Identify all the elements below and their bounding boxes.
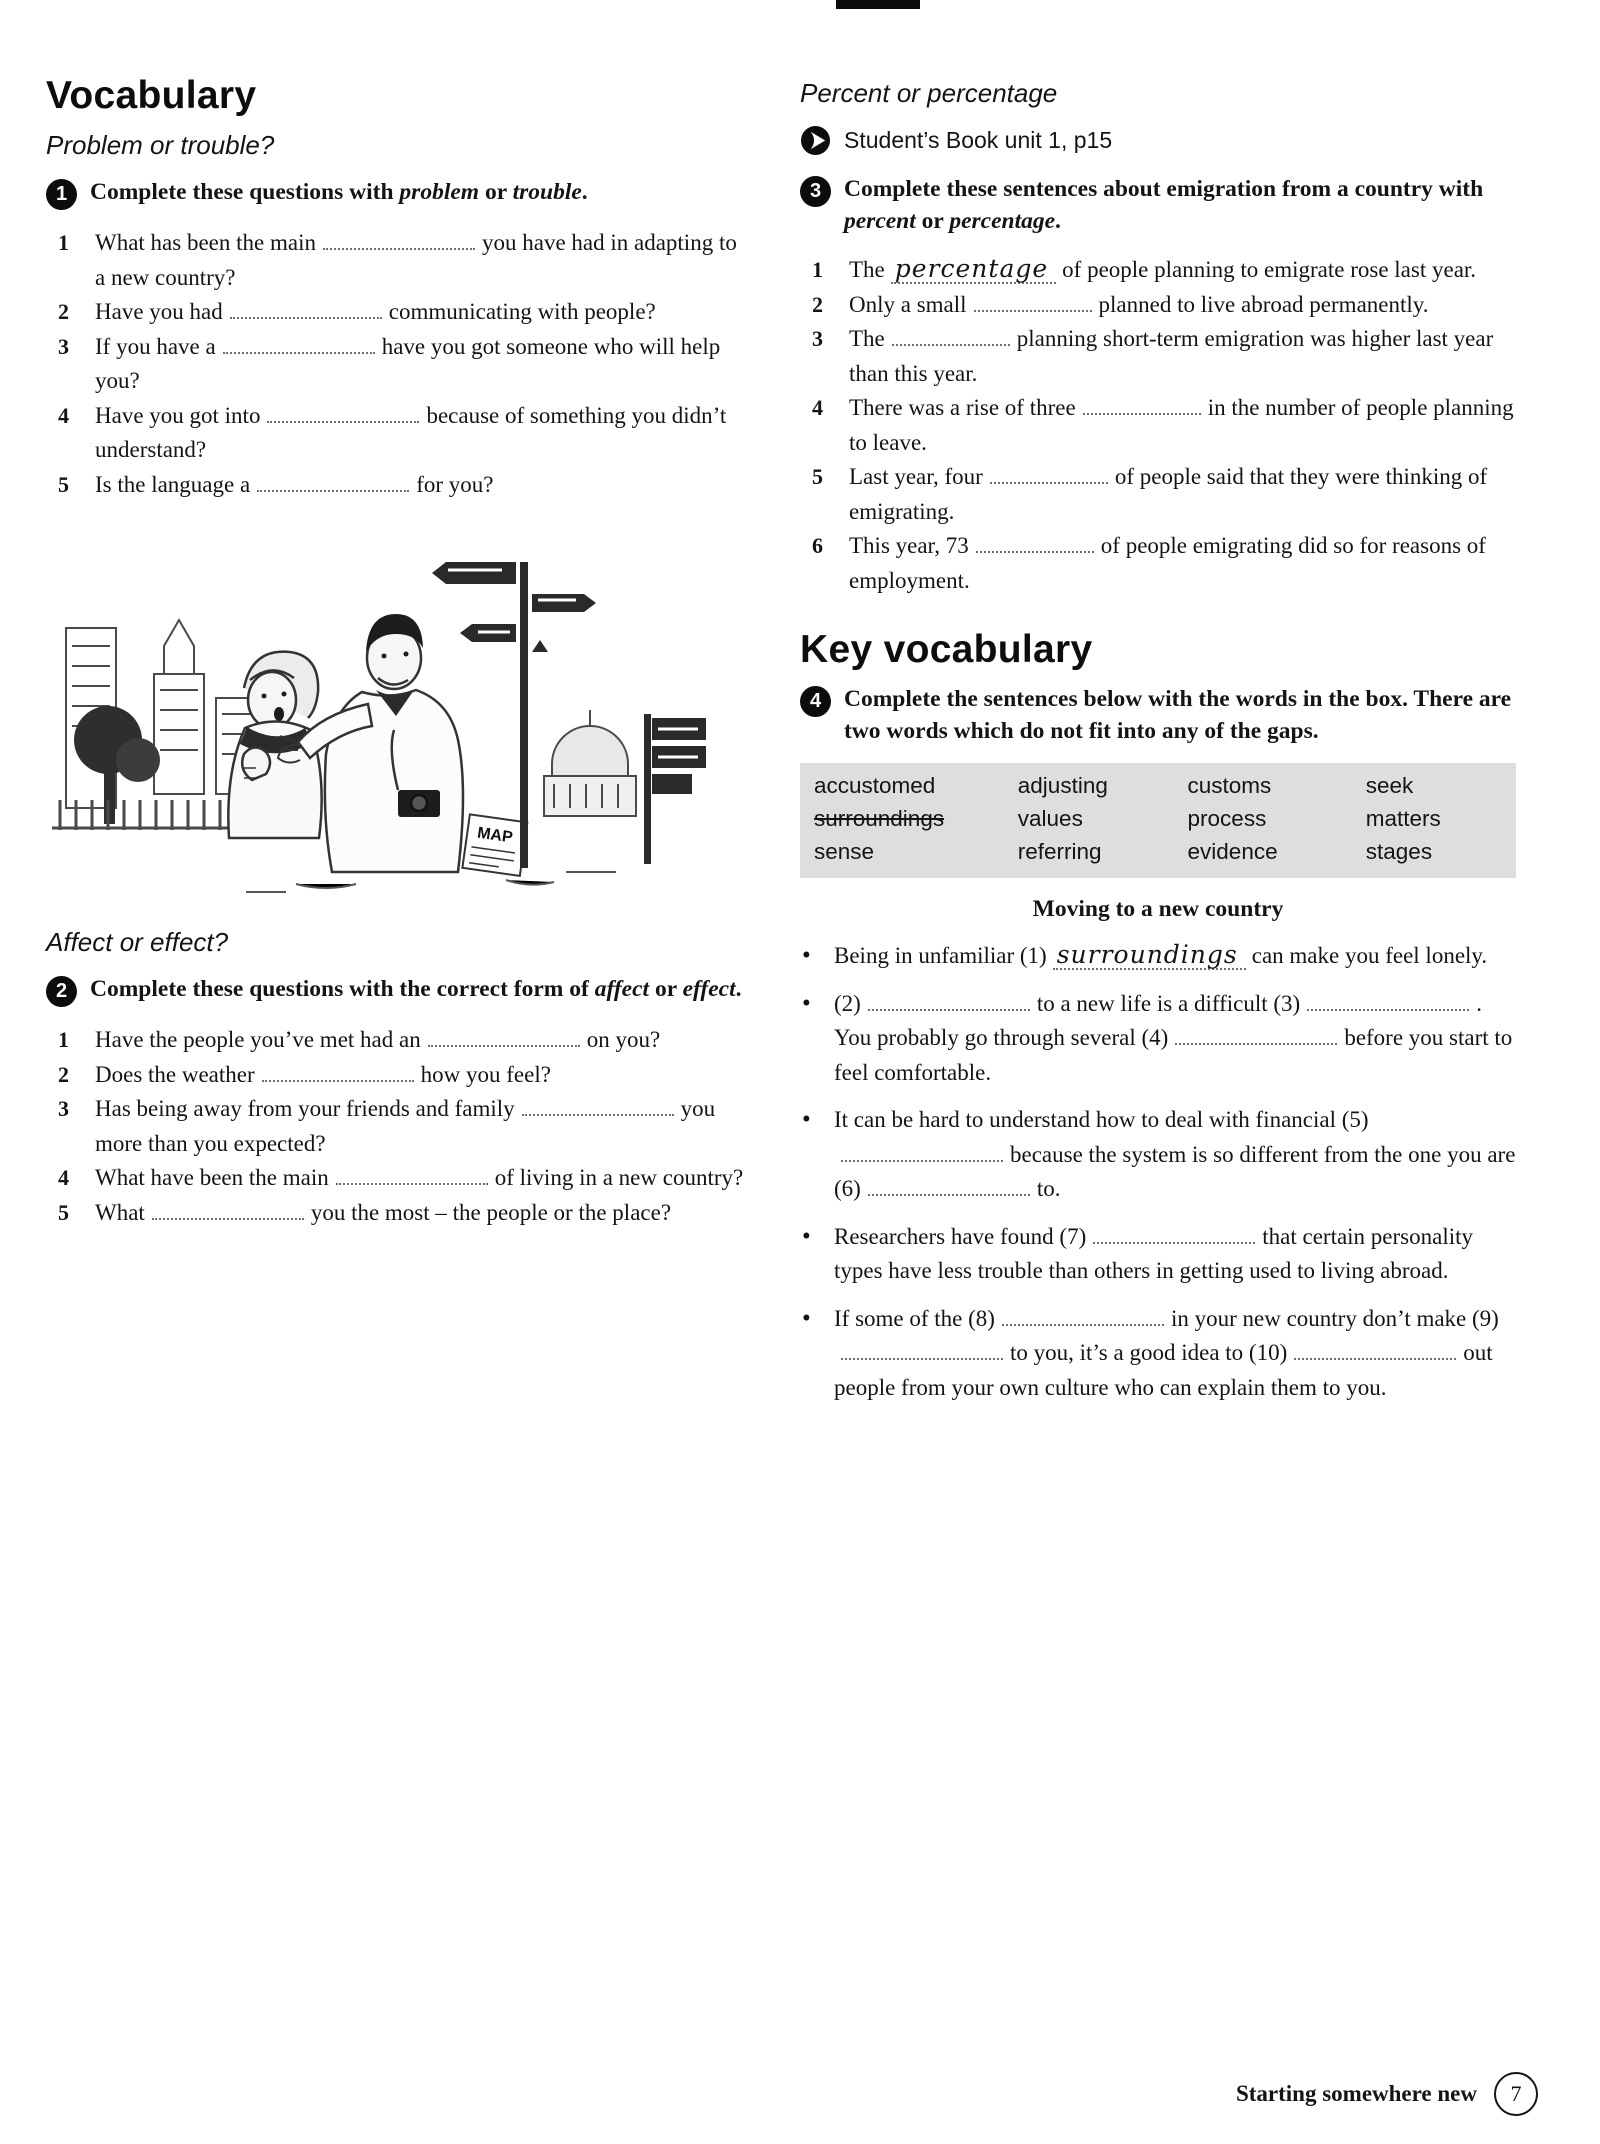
question-text-post: in the number of people planning to leave.: [849, 395, 1514, 455]
question-number: 4: [812, 395, 823, 420]
question-text: [95, 330, 748, 399]
students-book-reference: [800, 125, 1516, 156]
answer-blank[interactable]: [267, 408, 419, 423]
sentence-segment: If some of the (8): [834, 1305, 995, 1331]
instr-keyword: affect: [594, 976, 650, 1002]
instr-keyword: problem: [399, 179, 480, 205]
question-number: 3: [58, 333, 69, 359]
answer-blank[interactable]: [868, 996, 1030, 1011]
question-number: 2: [58, 299, 69, 324]
question-text-pre: The: [849, 257, 885, 282]
instr-text: .: [581, 179, 588, 205]
top-tab-mark: [836, 0, 920, 9]
instr-keyword: effect: [682, 976, 736, 1002]
question-number: 4: [58, 402, 69, 428]
question-text-post: of people said that they were thinking of emigrating.: [849, 464, 1488, 524]
bullet-item: [802, 1302, 1516, 1406]
question-item: [58, 468, 748, 503]
answer-blank[interactable]: [892, 331, 1010, 346]
answer-blank[interactable]: [868, 1181, 1030, 1196]
sentence-segment: to a new life is a difficult (3): [1036, 990, 1301, 1016]
bullet-item: [802, 939, 1516, 974]
question-item: [58, 1058, 748, 1093]
instr-text: .: [735, 976, 742, 1002]
bullet-item: [802, 1220, 1516, 1289]
play-icon: [800, 125, 831, 156]
exercise3-instruction: [844, 174, 1516, 237]
question-text-post: of living in a new country?: [494, 1165, 744, 1190]
handwritten-answer[interactable]: surroundings: [1053, 942, 1246, 970]
instr-text: or: [915, 207, 950, 234]
question-item: [58, 1023, 748, 1058]
instr-text: or: [479, 179, 513, 205]
bullet-text: [834, 1103, 1516, 1207]
exercise3-header: [800, 174, 1516, 237]
answer-blank[interactable]: [990, 469, 1108, 484]
instr-text: or: [649, 976, 683, 1002]
question-item: [58, 1196, 748, 1231]
word-box-item[interactable]: stages: [1365, 839, 1433, 864]
word-box-item[interactable]: values: [1017, 806, 1083, 831]
word-box-item[interactable]: adjusting: [1017, 773, 1108, 798]
question-text-pre: Have you got into: [95, 402, 261, 428]
word-box-item[interactable]: process: [1187, 806, 1267, 831]
answer-blank[interactable]: [1307, 996, 1469, 1011]
answer-blank[interactable]: [152, 1205, 304, 1220]
exercise4-header: [800, 684, 1516, 747]
right-column: [800, 74, 1516, 1418]
question-number: 6: [812, 533, 823, 558]
question-text: [849, 391, 1516, 460]
question-text-post: because of something you didn’t understand?: [95, 402, 727, 462]
question-text-post: you the most – the people or the place?: [310, 1199, 672, 1225]
answer-blank[interactable]: [428, 1032, 580, 1047]
question-number: 1: [58, 230, 69, 255]
exercise1-instruction: [90, 177, 588, 210]
word-box: [800, 763, 1516, 878]
left-column: [46, 74, 748, 1418]
question-text-pre: Have you had: [95, 299, 223, 324]
question-number: 1: [58, 1027, 69, 1052]
question-text-pre: Is the language a: [95, 471, 251, 497]
question-number: 5: [58, 1199, 69, 1225]
bullet-text: [834, 1220, 1516, 1289]
question-number: 5: [812, 464, 823, 489]
question-number: 3: [812, 326, 823, 351]
question-item: [58, 330, 748, 399]
sentence-segment: Being in unfamiliar (1): [834, 943, 1047, 968]
answer-blank[interactable]: [262, 1067, 414, 1082]
subhead-percent-percentage: Percent or percentage: [800, 78, 1058, 108]
question-text-pre: What have been the main: [95, 1165, 329, 1190]
footer-unit-title: Starting somewhere new: [1235, 2081, 1477, 2106]
illustration: [46, 528, 748, 913]
sentence-segment: It can be hard to understand how to deal with financial (5): [834, 1107, 1369, 1132]
question-number: 3: [58, 1096, 69, 1121]
question-text-post: communicating with people?: [388, 299, 656, 324]
question-text-pre: Have the people you’ve met had an: [95, 1027, 421, 1052]
sentence-segment: out people from your own culture who can explain them to you.: [834, 1340, 1493, 1400]
answer-blank[interactable]: [841, 1345, 1003, 1360]
instr-keyword: percent: [844, 207, 916, 234]
word-box-item[interactable]: evidence: [1187, 839, 1278, 864]
illustration-drawing: [46, 528, 746, 908]
answer-blank[interactable]: [1093, 1229, 1255, 1244]
instr-text: Complete these sentences about emigration from a country with: [844, 176, 1484, 202]
students-book-reference-text: Student’s Book unit 1, p15: [844, 127, 1113, 153]
word-box-item[interactable]: referring: [1017, 839, 1102, 864]
instr-keyword: percentage: [949, 207, 1056, 234]
question-text-post: of people planning to emigrate rose last year.: [1062, 257, 1477, 282]
question-text-post: on you?: [586, 1027, 661, 1052]
question-item: [812, 288, 1516, 323]
question-text-post: how you feel?: [420, 1061, 551, 1087]
exercise3-questions: [812, 253, 1516, 598]
question-text-pre: The: [849, 326, 885, 351]
exercise1-questions: [58, 226, 748, 502]
answer-blank[interactable]: [336, 1170, 488, 1185]
question-text-pre: What has been the main: [95, 230, 316, 255]
answer-blank[interactable]: [323, 235, 475, 250]
passage-title: Moving to a new country: [1032, 896, 1284, 922]
sentence-segment: (2): [834, 990, 861, 1016]
question-text-pre: Does the weather: [95, 1061, 255, 1087]
question-item: [812, 322, 1516, 391]
question-text-post: for you?: [416, 471, 494, 497]
question-text-post: have you got someone who will help you?: [95, 333, 721, 393]
instr-keyword: trouble: [512, 179, 582, 205]
word-box-item[interactable]: customs: [1187, 773, 1272, 798]
question-number: 1: [812, 257, 823, 282]
subhead-problem-trouble: Problem or trouble?: [46, 130, 275, 160]
question-item: [812, 253, 1516, 288]
question-number: 2: [58, 1061, 69, 1087]
answer-blank[interactable]: [522, 1101, 674, 1116]
question-text: [95, 399, 748, 468]
question-text-pre: This year, 73: [849, 533, 969, 558]
question-item: [58, 1161, 748, 1196]
answer-blank[interactable]: [974, 297, 1092, 312]
bullet-text: [834, 939, 1516, 974]
page-title: Vocabulary: [46, 74, 257, 117]
question-text-pre: Only a small: [849, 291, 967, 317]
question-text: [95, 1092, 748, 1161]
exercise2-number-badge: 2: [46, 976, 77, 1007]
exercise1-number-badge: 1: [46, 179, 77, 210]
map-label: MAP: [476, 824, 514, 847]
question-item: [58, 295, 748, 330]
instr-text: .: [1055, 207, 1061, 234]
question-text: [849, 288, 1516, 323]
answer-blank[interactable]: [1002, 1311, 1164, 1326]
word-box-item[interactable]: seek: [1365, 773, 1414, 798]
exercise1-header: [46, 177, 748, 210]
sentence-segment: because the system is so different from the one you are (6): [834, 1141, 1516, 1201]
sentence-segment: in your new country don’t make (9): [1170, 1305, 1499, 1331]
sentence-segment: to you, it’s a good idea to (10): [1010, 1340, 1288, 1365]
bullet-item: [802, 1103, 1516, 1207]
question-text-pre: Last year, four: [849, 464, 983, 489]
word-box-item[interactable]: sense: [814, 839, 875, 864]
question-number: 2: [812, 291, 823, 317]
question-text-post: planning short-term emigration was higher last year than this year.: [849, 326, 1494, 386]
exercise4-sentences: [802, 939, 1516, 1405]
bullet-text: [834, 1302, 1516, 1406]
handwritten-answer[interactable]: percentage: [891, 256, 1056, 284]
exercise4-number-badge: 4: [800, 686, 831, 717]
answer-blank[interactable]: [257, 477, 409, 492]
sentence-segment: . You probably go through several (4): [834, 990, 1482, 1050]
question-text-post: of people emigrating did so for reasons of employment.: [849, 533, 1486, 593]
word-box-item-used[interactable]: surroundings: [814, 806, 945, 831]
answer-blank[interactable]: [1294, 1345, 1456, 1360]
question-text: [95, 295, 748, 330]
answer-blank[interactable]: [976, 538, 1094, 553]
question-text: [849, 460, 1516, 529]
instr-text: Complete these questions with the correct form of: [90, 976, 595, 1002]
word-box-item[interactable]: accustomed: [814, 773, 936, 798]
question-text: [95, 226, 748, 295]
question-text: [849, 253, 1516, 288]
answer-blank[interactable]: [1083, 400, 1201, 415]
answer-blank[interactable]: [841, 1147, 1003, 1162]
question-item: [812, 529, 1516, 598]
question-text: [849, 529, 1516, 598]
bullet-text: [834, 987, 1516, 1091]
question-text: [95, 1023, 748, 1058]
question-item: [58, 399, 748, 468]
page-number-circle: 7: [1494, 2072, 1538, 2116]
exercise3-number-badge: 3: [800, 176, 831, 207]
sentence-segment: can make you feel lonely.: [1251, 943, 1488, 968]
bullet-item: [802, 987, 1516, 1091]
sentence-segment: to.: [1036, 1176, 1061, 1201]
exercise2-header: [46, 974, 748, 1007]
question-text: [95, 1058, 748, 1093]
question-text-post: you more than you expected?: [95, 1096, 716, 1156]
answer-blank[interactable]: [1175, 1030, 1337, 1045]
subhead-affect-effect: Affect or effect?: [46, 927, 229, 957]
question-number: 5: [58, 471, 69, 497]
word-box-item[interactable]: matters: [1365, 806, 1441, 831]
question-number: 4: [58, 1165, 69, 1190]
sentence-segment: Researchers have found (7): [834, 1223, 1087, 1249]
key-vocabulary-title: Key vocabulary: [800, 628, 1093, 671]
exercise2-questions: [58, 1023, 748, 1230]
question-text-pre: What: [95, 1199, 145, 1225]
instr-text: Complete these questions with: [90, 179, 400, 205]
question-text-pre: There was a rise of three: [849, 395, 1076, 420]
question-text-pre: If you have a: [95, 333, 216, 359]
question-text-pre: Has being away from your friends and family: [95, 1096, 515, 1121]
sentence-segment: that certain personality types have less trouble than others in getting used to living abroad.: [834, 1223, 1474, 1283]
question-item: [58, 226, 748, 295]
question-item: [812, 460, 1516, 529]
answer-blank[interactable]: [223, 339, 375, 354]
question-text: [95, 1196, 748, 1231]
question-text: [95, 1161, 748, 1196]
question-text-post: planned to live abroad permanently.: [1098, 291, 1429, 317]
question-item: [58, 1092, 748, 1161]
page-footer: [1236, 2072, 1538, 2116]
question-item: [812, 391, 1516, 460]
question-text-post: you have had in adapting to a new country?: [95, 230, 737, 290]
question-text: [95, 468, 748, 503]
answer-blank[interactable]: [230, 304, 382, 319]
exercise2-instruction: [90, 974, 742, 1007]
exercise4-instruction: Complete the sentences below with the words in the box. There are two words which do not fit into any of the gaps.: [844, 686, 1512, 744]
sentence-segment: before you start to feel comfortable.: [834, 1025, 1513, 1085]
question-text: [849, 322, 1516, 391]
